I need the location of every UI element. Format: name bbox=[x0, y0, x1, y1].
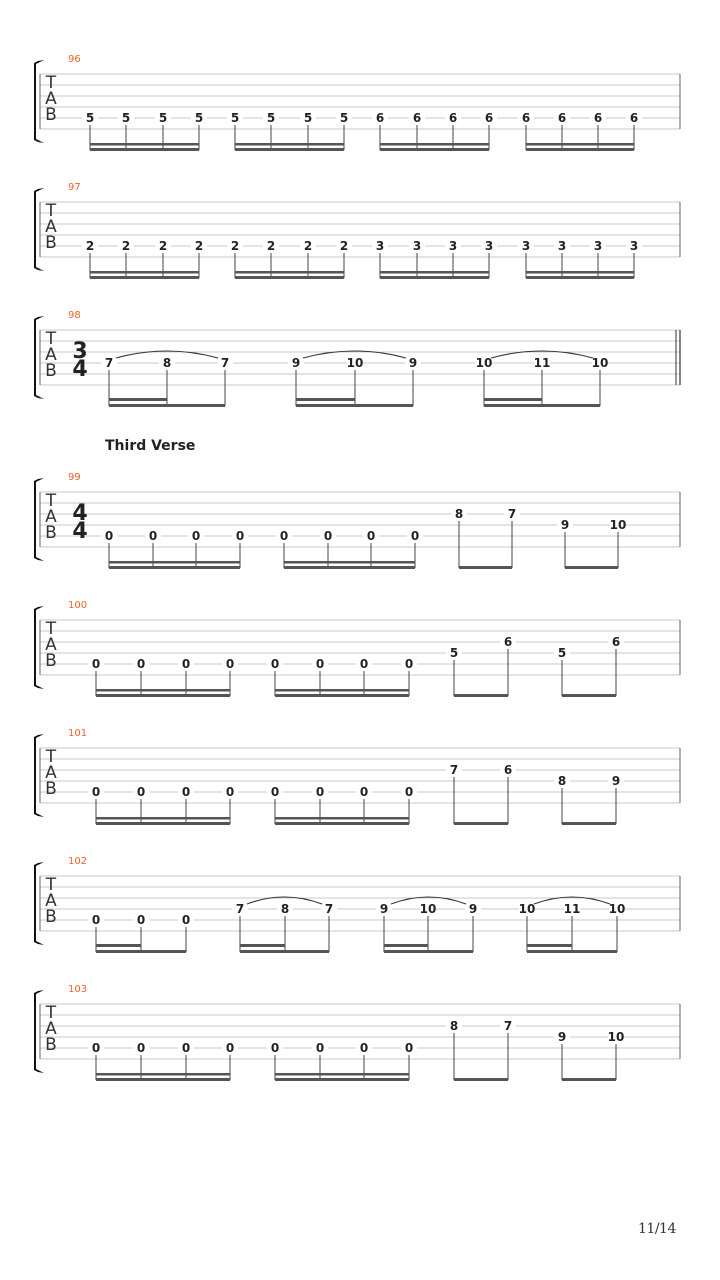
fret-number: 9 bbox=[468, 902, 478, 916]
fret-number: 7 bbox=[449, 763, 459, 777]
beam-secondary bbox=[240, 944, 285, 947]
system-bracket bbox=[34, 478, 44, 561]
fret-number: 3 bbox=[557, 239, 567, 253]
fret-number: 5 bbox=[339, 111, 349, 125]
page-number: 11/14 bbox=[638, 1221, 676, 1237]
fret-number: 0 bbox=[91, 913, 101, 927]
fret-number: 9 bbox=[408, 356, 418, 370]
fret-number: 5 bbox=[449, 646, 459, 660]
tab-clef-letter: A bbox=[45, 345, 57, 365]
fret-number: 0 bbox=[270, 657, 280, 671]
fret-number: 2 bbox=[121, 239, 131, 253]
tab-clef-letter: T bbox=[45, 201, 57, 221]
fret-number: 0 bbox=[91, 657, 101, 671]
system-bracket bbox=[34, 606, 44, 689]
fret-number: 7 bbox=[507, 507, 517, 521]
beam bbox=[380, 148, 489, 151]
measure-number: 102 bbox=[68, 856, 88, 867]
measure-number: 100 bbox=[68, 600, 88, 611]
fret-number: 0 bbox=[148, 529, 158, 543]
tab-clef-letter: T bbox=[45, 619, 57, 639]
beam bbox=[562, 1078, 616, 1081]
beam bbox=[96, 950, 186, 953]
beam bbox=[526, 148, 634, 151]
fret-number: 0 bbox=[91, 785, 101, 799]
fret-number: 0 bbox=[191, 529, 201, 543]
beam bbox=[275, 822, 409, 825]
fret-number: 0 bbox=[404, 1041, 414, 1055]
beam bbox=[562, 822, 616, 825]
fret-number: 0 bbox=[225, 657, 235, 671]
fret-number: 3 bbox=[375, 239, 385, 253]
tab-clef-letter: B bbox=[45, 651, 57, 671]
tab-system bbox=[34, 182, 680, 279]
fret-number: 0 bbox=[359, 1041, 369, 1055]
fret-number: 2 bbox=[266, 239, 276, 253]
fret-number: 10 bbox=[346, 356, 364, 370]
fret-number: 9 bbox=[611, 774, 621, 788]
fret-number: 0 bbox=[136, 1041, 146, 1055]
tab-clef-letter: T bbox=[45, 875, 57, 895]
tab-clef-letter: A bbox=[45, 635, 57, 655]
tab-clef-letter: A bbox=[45, 507, 57, 527]
fret-number: 6 bbox=[503, 763, 513, 777]
fret-number: 7 bbox=[503, 1019, 513, 1033]
section-label: Third Verse bbox=[105, 438, 196, 454]
system-bracket bbox=[34, 316, 44, 399]
beam-secondary bbox=[96, 944, 141, 947]
fret-number: 6 bbox=[375, 111, 385, 125]
beam-secondary bbox=[526, 143, 634, 146]
fret-number: 6 bbox=[521, 111, 531, 125]
fret-number: 6 bbox=[484, 111, 494, 125]
beam-secondary bbox=[109, 561, 240, 564]
fret-number: 10 bbox=[419, 902, 437, 916]
fret-number: 2 bbox=[85, 239, 95, 253]
fret-number: 3 bbox=[521, 239, 531, 253]
fret-number: 2 bbox=[158, 239, 168, 253]
beam bbox=[96, 822, 230, 825]
tab-clef-letter: T bbox=[45, 73, 57, 93]
tab-clef-letter: A bbox=[45, 217, 57, 237]
fret-number: 6 bbox=[448, 111, 458, 125]
tab-clef-letter: T bbox=[45, 329, 57, 349]
fret-number: 6 bbox=[412, 111, 422, 125]
beam bbox=[380, 276, 489, 279]
fret-number: 0 bbox=[181, 785, 191, 799]
beam-secondary bbox=[284, 561, 415, 564]
tab-clef-letter: A bbox=[45, 1019, 57, 1039]
beam-secondary bbox=[526, 271, 634, 274]
fret-number: 5 bbox=[303, 111, 313, 125]
tab-clef-letter: B bbox=[45, 361, 57, 381]
tab-clef-letter: A bbox=[45, 891, 57, 911]
fret-number: 5 bbox=[158, 111, 168, 125]
beam-secondary bbox=[484, 398, 542, 401]
time-signature-digit: 3 bbox=[72, 339, 88, 364]
tab-system bbox=[34, 310, 680, 407]
fret-number: 0 bbox=[359, 657, 369, 671]
fret-number: 8 bbox=[557, 774, 567, 788]
fret-number: 8 bbox=[280, 902, 290, 916]
fret-number: 0 bbox=[91, 1041, 101, 1055]
time-signature-digit: 4 bbox=[72, 357, 88, 382]
fret-number: 2 bbox=[230, 239, 240, 253]
beam-secondary bbox=[90, 271, 199, 274]
beam-secondary bbox=[384, 944, 428, 947]
fret-number: 6 bbox=[503, 635, 513, 649]
beam-secondary bbox=[296, 398, 355, 401]
tab-clef-letter: A bbox=[45, 763, 57, 783]
fret-number: 5 bbox=[194, 111, 204, 125]
beam bbox=[235, 276, 344, 279]
fret-number: 7 bbox=[104, 356, 114, 370]
fret-number: 0 bbox=[410, 529, 420, 543]
beam bbox=[90, 276, 199, 279]
beam bbox=[96, 1078, 230, 1081]
fret-number: 5 bbox=[121, 111, 131, 125]
fret-number: 7 bbox=[235, 902, 245, 916]
beam bbox=[459, 566, 512, 569]
beam-secondary bbox=[275, 817, 409, 820]
fret-number: 5 bbox=[266, 111, 276, 125]
fret-number: 6 bbox=[611, 635, 621, 649]
beam-secondary bbox=[90, 143, 199, 146]
fret-number: 0 bbox=[181, 1041, 191, 1055]
beam-secondary bbox=[235, 143, 344, 146]
fret-number: 8 bbox=[454, 507, 464, 521]
beam bbox=[275, 694, 409, 697]
fret-number: 0 bbox=[315, 657, 325, 671]
fret-number: 2 bbox=[194, 239, 204, 253]
beam bbox=[384, 950, 473, 953]
fret-number: 0 bbox=[225, 785, 235, 799]
fret-number: 3 bbox=[629, 239, 639, 253]
tab-system bbox=[34, 856, 680, 953]
fret-number: 9 bbox=[557, 1030, 567, 1044]
fret-number: 0 bbox=[181, 913, 191, 927]
tab-clef-letter: T bbox=[45, 747, 57, 767]
fret-number: 7 bbox=[324, 902, 334, 916]
fret-number: 9 bbox=[379, 902, 389, 916]
tab-clef-letter: T bbox=[45, 1003, 57, 1023]
beam-secondary bbox=[96, 689, 230, 692]
time-signature-digit: 4 bbox=[72, 501, 88, 526]
fret-number: 10 bbox=[609, 518, 627, 532]
beam bbox=[562, 694, 616, 697]
beam-secondary bbox=[275, 1073, 409, 1076]
beam bbox=[484, 404, 600, 407]
fret-number: 2 bbox=[303, 239, 313, 253]
fret-number: 8 bbox=[162, 356, 172, 370]
beam-secondary bbox=[235, 271, 344, 274]
tab-clef-letter: B bbox=[45, 233, 57, 253]
fret-number: 2 bbox=[339, 239, 349, 253]
beam bbox=[90, 148, 199, 151]
fret-number: 0 bbox=[235, 529, 245, 543]
fret-number: 3 bbox=[448, 239, 458, 253]
fret-number: 8 bbox=[449, 1019, 459, 1033]
tab-system bbox=[34, 472, 680, 569]
fret-number: 11 bbox=[563, 902, 581, 916]
fret-number: 5 bbox=[557, 646, 567, 660]
measure-number: 103 bbox=[68, 984, 88, 995]
beam bbox=[565, 566, 618, 569]
tab-clef-letter: B bbox=[45, 907, 57, 927]
measure-number: 99 bbox=[68, 472, 81, 483]
beam bbox=[275, 1078, 409, 1081]
fret-number: 0 bbox=[404, 657, 414, 671]
beam-secondary bbox=[275, 689, 409, 692]
fret-number: 0 bbox=[359, 785, 369, 799]
fret-number: 0 bbox=[181, 657, 191, 671]
beam bbox=[284, 566, 415, 569]
beam-secondary bbox=[380, 143, 489, 146]
tab-clef-letter: B bbox=[45, 779, 57, 799]
measure-number: 98 bbox=[68, 310, 81, 321]
fret-number: 0 bbox=[366, 529, 376, 543]
fret-number: 3 bbox=[412, 239, 422, 253]
fret-number: 0 bbox=[404, 785, 414, 799]
time-signature-digit: 4 bbox=[72, 519, 88, 544]
system-bracket bbox=[34, 60, 44, 143]
fret-number: 0 bbox=[279, 529, 289, 543]
fret-number: 0 bbox=[315, 785, 325, 799]
fret-number: 0 bbox=[270, 785, 280, 799]
fret-number: 6 bbox=[557, 111, 567, 125]
fret-number: 10 bbox=[518, 902, 536, 916]
beam bbox=[296, 404, 413, 407]
beam bbox=[235, 148, 344, 151]
fret-number: 6 bbox=[593, 111, 603, 125]
fret-number: 0 bbox=[104, 529, 114, 543]
tab-clef-letter: B bbox=[45, 105, 57, 125]
beam bbox=[527, 950, 617, 953]
beam bbox=[454, 822, 508, 825]
beam-secondary bbox=[109, 398, 167, 401]
beam bbox=[96, 694, 230, 697]
tab-clef-letter: B bbox=[45, 523, 57, 543]
fret-number: 11 bbox=[533, 356, 551, 370]
fret-number: 3 bbox=[593, 239, 603, 253]
measure-number: 96 bbox=[68, 54, 81, 65]
fret-number: 0 bbox=[136, 657, 146, 671]
fret-number: 10 bbox=[607, 1030, 625, 1044]
fret-number: 10 bbox=[475, 356, 493, 370]
system-bracket bbox=[34, 862, 44, 945]
fret-number: 3 bbox=[484, 239, 494, 253]
measure-number: 97 bbox=[68, 182, 81, 193]
beam-secondary bbox=[527, 944, 572, 947]
system-bracket bbox=[34, 734, 44, 817]
fret-number: 5 bbox=[230, 111, 240, 125]
fret-number: 7 bbox=[220, 356, 230, 370]
fret-number: 9 bbox=[560, 518, 570, 532]
system-bracket bbox=[34, 990, 44, 1073]
fret-number: 9 bbox=[291, 356, 301, 370]
beam bbox=[240, 950, 329, 953]
fret-number: 10 bbox=[608, 902, 626, 916]
measure-number: 101 bbox=[68, 728, 88, 739]
beam-secondary bbox=[96, 817, 230, 820]
beam bbox=[109, 566, 240, 569]
tab-system bbox=[34, 984, 680, 1081]
tab-clef-letter: B bbox=[45, 1035, 57, 1055]
system-bracket bbox=[34, 188, 44, 271]
fret-number: 0 bbox=[323, 529, 333, 543]
tab-system bbox=[34, 54, 680, 151]
tab-clef-letter: A bbox=[45, 89, 57, 109]
beam bbox=[454, 694, 508, 697]
tab-system bbox=[34, 728, 680, 825]
beam-secondary bbox=[380, 271, 489, 274]
beam bbox=[526, 276, 634, 279]
fret-number: 5 bbox=[85, 111, 95, 125]
tab-system bbox=[34, 600, 680, 697]
fret-number: 0 bbox=[270, 1041, 280, 1055]
beam bbox=[109, 404, 225, 407]
fret-number: 6 bbox=[629, 111, 639, 125]
fret-number: 0 bbox=[136, 785, 146, 799]
fret-number: 0 bbox=[315, 1041, 325, 1055]
fret-number: 0 bbox=[225, 1041, 235, 1055]
fret-number: 10 bbox=[591, 356, 609, 370]
beam bbox=[454, 1078, 508, 1081]
fret-number: 0 bbox=[136, 913, 146, 927]
tab-clef-letter: T bbox=[45, 491, 57, 511]
beam-secondary bbox=[96, 1073, 230, 1076]
